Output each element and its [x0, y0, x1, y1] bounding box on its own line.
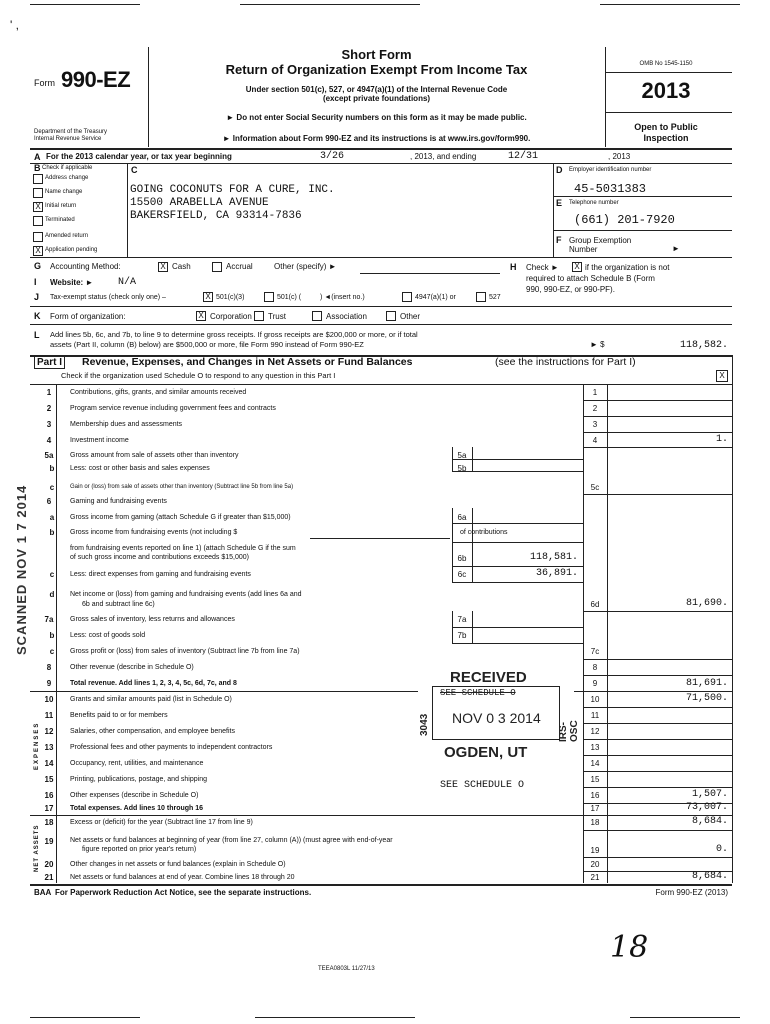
label-address-change: Address change: [45, 175, 89, 181]
agency-sub: Internal Revenue Service: [34, 136, 102, 142]
line-4-num: 4: [46, 436, 52, 445]
group-exemption-1: Group Exemption: [569, 236, 632, 245]
row-rule-2: [583, 416, 732, 417]
stamp-right-code: IRS-OSC: [558, 720, 580, 742]
line-16-value: 1,507.: [691, 789, 728, 800]
line-19-text-1: Net assets or fund balances at beginning of year (from line 27, column (A)) (must agree with end-of-year: [70, 837, 393, 844]
line-9-num: 9: [46, 679, 52, 688]
row-rule-14: [583, 771, 732, 772]
section-b-label: B: [34, 163, 41, 173]
line-15-num: 15: [44, 775, 54, 784]
line-12-box: 12: [590, 727, 600, 736]
line-4-text: Investment income: [70, 437, 129, 444]
line-11-box: 11: [590, 711, 600, 720]
line-6d-value: 81,690.: [685, 598, 728, 609]
line-5b-text: Less: cost or other basis and sales expenses: [70, 465, 210, 472]
row-rule-11: [583, 723, 732, 724]
row-rule-15: [583, 787, 732, 788]
title-subsection: Under section 501(c), 527, or 4947(a)(1) of the Internal Revenue Code: [245, 85, 508, 94]
section-e-label: E: [556, 198, 563, 208]
label-association: Association: [326, 312, 367, 321]
checkbox-schedule-b[interactable]: X: [572, 262, 582, 272]
footer-notice: For Paperwork Reduction Act Notice, see the separate instructions.: [55, 888, 312, 897]
top-rule-left: [30, 4, 140, 5]
line-16-note: SEE SCHEDULE O: [440, 780, 525, 791]
line-6b-text-3: of such gross income and contributions exceeds $15,000): [70, 554, 249, 561]
line-13-num: 13: [44, 743, 54, 752]
org-name: GOING COCONUTS FOR A CURE, INC.: [130, 184, 335, 196]
label-insert-no: ) ◄(insert no.): [320, 294, 365, 301]
org-address: 15500 ARABELLA AVENUE: [130, 197, 269, 209]
line-1-box: 1: [592, 388, 598, 397]
section-b-divider: [127, 163, 128, 257]
section-j-label: J: [34, 292, 40, 302]
group-exemption-arrow: ►: [672, 244, 680, 253]
line-14-num: 14: [44, 759, 54, 768]
year-rule: [605, 112, 732, 113]
line-19-num: 19: [44, 837, 54, 846]
section-a-label: A: [34, 152, 41, 162]
label-corporation: Corporation: [210, 312, 252, 321]
line-16-num: 16: [44, 791, 54, 800]
line-18-value: 8,684.: [691, 816, 728, 827]
line-7a-text: Gross sales of inventory, less returns and allowances: [70, 616, 235, 623]
checkbox-association[interactable]: [312, 311, 322, 321]
label-527: 527: [489, 294, 501, 301]
label-application-pending: Application pending: [45, 247, 98, 253]
section-f-label: F: [556, 235, 562, 245]
line-6c-value: 36,891.: [535, 568, 578, 579]
side-label-scanned: SCANNED NOV 1 7 2014: [14, 484, 29, 655]
checkbox-trust[interactable]: [254, 311, 264, 321]
label-cash: Cash: [172, 262, 191, 271]
top-rule-center: [240, 4, 420, 5]
row-rule-10: [583, 707, 732, 708]
section-h-text3: required to attach Schedule B (Form: [526, 274, 655, 283]
line-9-text: Total revenue. Add lines 1, 2, 3, 4, 5c, 6d, 7c, and 8: [70, 680, 237, 687]
line-6b-blank: [310, 538, 450, 539]
label-trust: Trust: [268, 312, 286, 321]
line-1-text: Contributions, gifts, grants, and similar amounts received: [70, 389, 247, 396]
checkbox-address-change[interactable]: [33, 174, 43, 184]
footer-form-ref: Form 990-EZ (2013): [655, 888, 728, 897]
section-g-label: G: [34, 261, 42, 271]
checkbox-cash[interactable]: X: [158, 262, 168, 272]
section-c-divider: [553, 163, 554, 257]
row-rule-13: [583, 755, 732, 756]
checkbox-terminated[interactable]: [33, 216, 43, 226]
line-5c-num: c: [49, 483, 55, 492]
line-11-num: 11: [44, 711, 54, 720]
line-8-text: Other revenue (describe in Schedule O): [70, 664, 194, 671]
section-h-check: Check ►: [526, 263, 559, 272]
checkbox-other-org[interactable]: [386, 311, 396, 321]
form-word: Form: [34, 78, 55, 88]
line-6c-num: c: [49, 570, 55, 579]
line-7a-num: 7a: [44, 615, 54, 624]
checkbox-corporation[interactable]: X: [196, 311, 206, 321]
tax-year: 2013: [641, 78, 691, 103]
line-17-num: 17: [44, 804, 54, 813]
header-bottom-rule: [30, 148, 732, 150]
form-number: 990-EZ: [61, 67, 131, 92]
line-15-box: 15: [590, 775, 600, 784]
line-14-text: Occupancy, rent, utilities, and maintenance: [70, 760, 204, 767]
checkbox-501c[interactable]: [264, 292, 274, 302]
checkbox-application-pending[interactable]: X: [33, 246, 43, 256]
label-other-method: Other (specify) ►: [274, 262, 337, 271]
line-7b-text: Less: cost of goods sold: [70, 632, 146, 639]
omb-rule: [605, 72, 732, 73]
row-rule-19: [583, 857, 732, 858]
line-14-box: 14: [590, 759, 600, 768]
line-3-text: Membership dues and assessments: [70, 421, 183, 428]
line-7c-text: Gross profit or (loss) from sales of inventory (Subtract line 7b from line 7a): [70, 648, 300, 655]
gross-receipts-value: 118,582.: [679, 340, 728, 351]
line-17-text: Total expenses. Add lines 10 through 16: [70, 805, 204, 812]
line-5a-box: 5a: [457, 451, 467, 460]
line-3-box: 3: [592, 420, 598, 429]
row-rule-1: [583, 400, 732, 401]
section-l-line2: assets (Part II, column (B) below) are $500,000 or more, file Form 990 instead of Form 990-EZ: [50, 340, 364, 349]
tax-exempt-label: Tax-exempt status (check only one) –: [50, 294, 166, 301]
other-method-line: [360, 273, 500, 274]
tax-year-end: 12/31: [508, 151, 539, 162]
line-8-box: 8: [592, 663, 598, 672]
side-label-expenses: EXPENSES: [34, 721, 40, 770]
line-9-box: 9: [592, 679, 598, 688]
part1-bottom-rule: [30, 884, 732, 886]
line-17-box: 17: [590, 804, 600, 813]
part1-title: Revenue, Expenses, and Changes in Net Assets or Fund Balances: [82, 356, 413, 368]
section-c-label: C: [131, 165, 138, 175]
line-17-value: 73,007.: [685, 802, 728, 813]
line-6d-text-1: Net income or (loss) from gaming and fundraising events (add lines 6a and: [70, 591, 302, 598]
line-20-text: Other changes in net assets or fund balances (explain in Schedule O): [70, 861, 286, 868]
line-20-box: 20: [590, 860, 600, 869]
line-18-num: 18: [44, 818, 54, 827]
line-19-box: 19: [590, 846, 600, 855]
line-13-box: 13: [590, 743, 600, 752]
line-5b-box: 5b: [457, 464, 467, 473]
line-6b-contrib: of contributions: [460, 529, 508, 536]
line-6a-text: Gross income from gaming (attach Schedule G if greater than $15,000): [70, 514, 291, 521]
line-6b-num: b: [49, 528, 55, 537]
line-6-num: 6: [46, 497, 52, 506]
tax-year-begin: 3/26: [320, 151, 345, 162]
line-2-box: 2: [592, 404, 598, 413]
row-rule-6d: [583, 611, 732, 612]
section-d-title: Employer identification number: [569, 167, 652, 173]
checkbox-accrual[interactable]: [212, 262, 222, 272]
footer-code: TEEA0803L 11/27/13: [318, 966, 375, 972]
section-l-label: L: [34, 330, 40, 340]
section-k-label: K: [34, 311, 41, 321]
top-rule-right: [600, 4, 740, 5]
row-rule-3: [583, 432, 732, 433]
stamp-left-code: 3043: [419, 713, 430, 736]
section-e-rule: [553, 230, 732, 231]
stamp-city: OGDEN, UT: [444, 744, 528, 761]
line-10-num: 10: [44, 695, 54, 704]
received-stamp: [418, 668, 580, 770]
section-b-check-label: Check if applicable: [42, 165, 93, 171]
section-a-rule: [30, 163, 732, 164]
row-rule-9: [30, 691, 732, 692]
line-3-num: 3: [46, 420, 52, 429]
row-rule-12: [583, 739, 732, 740]
label-4947: 4947(a)(1) or: [415, 294, 456, 301]
line-10-text: Grants and similar amounts paid (list in Schedule O): [70, 696, 232, 703]
part1-title-tail: (see the instructions for Part I): [495, 356, 636, 368]
line-2-text: Program service revenue including government fees and contracts: [70, 405, 276, 412]
line-13-text: Professional fees and other payments to independent contractors: [70, 744, 273, 751]
line-8-num: 8: [46, 663, 52, 672]
line-5a-text: Gross amount from sale of assets other than inventory: [70, 452, 239, 459]
label-terminated: Terminated: [45, 217, 75, 223]
checkbox-501c3[interactable]: X: [203, 292, 213, 302]
checkbox-4947[interactable]: [402, 292, 412, 302]
part1-label: Part I: [34, 356, 65, 369]
ein-value: 45-5031383: [574, 182, 647, 196]
line-2-num: 2: [46, 404, 52, 413]
line-5a-num: 5a: [44, 451, 54, 460]
line-16-box: 16: [590, 791, 600, 800]
section-h-text2: if the organization is not: [585, 263, 670, 272]
form-of-org-label: Form of organization:: [50, 312, 126, 321]
line-5b-num: b: [49, 464, 55, 473]
bottom-rule-center: [255, 1017, 415, 1018]
row-rule-6a: [452, 523, 583, 524]
line-6a-box: 6a: [457, 513, 467, 522]
section-a-mid: , 2013, and ending: [410, 152, 477, 161]
ssn-warning: ► Do not enter Social Security numbers on this form as it may be made public.: [226, 113, 527, 122]
line-5c-box: 5c: [590, 483, 600, 492]
section-l-arrow: ► $: [590, 340, 605, 349]
line-20-num: 20: [44, 860, 54, 869]
col-line-page-right: [732, 355, 733, 883]
line-6-text: Gaming and fundraising events: [70, 498, 167, 505]
group-exemption-2: Number: [569, 245, 598, 254]
section-e-title: Telephone number: [569, 200, 619, 206]
part1-check-text: Check if the organization used Schedule O to respond to any question in this Part I: [61, 371, 336, 380]
row-rule-18: [583, 830, 732, 831]
line-18-text: Excess or (deficit) for the year (Subtract line 17 from line 9): [70, 819, 253, 826]
website-value: N/A: [118, 277, 137, 288]
col-line-box-right: [607, 384, 608, 883]
line-6b-box: 6b: [457, 554, 467, 563]
title-short-form: Short Form: [341, 47, 412, 62]
section-k-rule: [30, 324, 732, 325]
bottom-rule-left: [30, 1017, 140, 1018]
row-rule-6c: [452, 582, 583, 583]
line-10-value: 71,500.: [685, 693, 728, 704]
line-1-num: 1: [46, 388, 52, 397]
line-7a-box: 7a: [457, 615, 467, 624]
checkbox-amended-return[interactable]: [33, 232, 43, 242]
top-marks: ' ,: [10, 18, 19, 32]
checkbox-initial-return[interactable]: X: [33, 202, 43, 212]
line-11-text: Benefits paid to or for members: [70, 712, 168, 719]
label-name-change: Name change: [45, 189, 83, 195]
section-l-line1: Add lines 5b, 6c, and 7b, to line 9 to determine gross receipts. If gross receipts are $200,000 or more, or if total: [50, 330, 418, 339]
label-accrual: Accrual: [226, 262, 253, 271]
open-public: Open to Public: [634, 122, 698, 132]
row-rule-5a: [452, 459, 583, 460]
label-amended-return: Amended return: [45, 233, 89, 239]
line-15-text: Printing, publications, postage, and shipping: [70, 776, 207, 783]
checkbox-part1-schedule-o[interactable]: X: [716, 370, 728, 382]
row-rule-7c: [583, 659, 732, 660]
checkbox-name-change[interactable]: [33, 188, 43, 198]
section-a-text: For the 2013 calendar year, or tax year beginning: [46, 152, 232, 161]
row-rule-8: [583, 675, 732, 676]
line-21-text: Net assets or fund balances at end of year. Combine lines 18 through 20: [70, 874, 295, 881]
section-h-label: H: [510, 262, 517, 272]
omb-number: OMB No 1545-1150: [639, 61, 693, 67]
section-bcf-bottom-rule: [30, 257, 732, 258]
line-6b-value: 118,581.: [529, 552, 578, 563]
row-rule-5c: [583, 494, 732, 495]
line-6c-box: 6c: [457, 570, 467, 579]
stamp-date: NOV 0 3 2014: [452, 710, 541, 726]
org-city: BAKERSFIELD, CA 93314-7836: [130, 210, 302, 222]
line-21-value: 8,684.: [691, 871, 728, 882]
line-12-num: 12: [44, 727, 54, 736]
line-7c-box: 7c: [590, 647, 600, 656]
section-j-rule: [30, 306, 732, 307]
row-rule-6b: [452, 566, 583, 567]
website-label: Website: ►: [50, 278, 94, 287]
row-rule-5b: [452, 471, 583, 472]
line-4-value: 1.: [715, 434, 728, 445]
title-main: Return of Organization Exempt From Income Tax: [225, 62, 528, 77]
stamp-see-schedule: SEE SCHEDULE O: [440, 688, 516, 698]
line-12-text: Salaries, other compensation, and employee benefits: [70, 728, 235, 735]
info-link: ► Information about Form 990-EZ and its instructions is at www.irs.gov/form990.: [222, 134, 531, 143]
line-7b-box: 7b: [457, 631, 467, 640]
open-inspection: Inspection: [643, 133, 689, 143]
section-h-text4: 990, 990-EZ, or 990-PF).: [526, 285, 615, 294]
stamp-received: RECEIVED: [450, 669, 527, 686]
line-19-text-2: figure reported on prior year's return): [82, 846, 197, 853]
line-9-value: 81,691.: [685, 678, 728, 689]
line-18-box: 18: [590, 818, 600, 827]
handwritten-page-number: 18: [610, 930, 649, 965]
label-other-org: Other: [400, 312, 421, 321]
line-19-value: 0.: [715, 844, 728, 855]
row-rule-7b: [452, 643, 583, 644]
part1-check-rule: [30, 384, 732, 385]
line-5c-text: Gain or (loss) from sale of assets other than inventory (Subtract line 5b from line 5a): [70, 484, 294, 490]
line-10-box: 10: [590, 695, 600, 704]
row-rule-7a: [452, 627, 583, 628]
line-6b-text-2: from fundraising events reported on line 1) (attach Schedule G if the sum: [70, 545, 296, 552]
section-d-label: D: [556, 165, 563, 175]
line-6d-num: d: [49, 590, 55, 599]
line-21-box: 21: [590, 873, 600, 882]
side-label-net-assets: NET ASSETS: [34, 824, 40, 872]
line-7b-num: b: [49, 631, 55, 640]
line-6d-text-2: 6b and subtract line 6c): [82, 601, 155, 608]
checkbox-527[interactable]: [476, 292, 486, 302]
row-rule-4: [583, 447, 732, 448]
line-6b-text-1: Gross income from fundraising events (not including $: [70, 529, 238, 536]
row-rule-6b-top: [452, 542, 583, 543]
line-7c-num: c: [49, 647, 55, 656]
line-21-num: 21: [44, 873, 54, 882]
label-initial-return: Initial return: [45, 203, 77, 209]
section-i-label: I: [34, 277, 37, 287]
line-6c-text: Less: direct expenses from gaming and fundraising events: [70, 571, 251, 578]
line-6a-num: a: [49, 513, 55, 522]
section-a-tail: , 2013: [608, 152, 631, 161]
line-6d-box: 6d: [590, 600, 600, 609]
line-16-text: Other expenses (describe in Schedule O): [70, 792, 199, 799]
bottom-rule-right: [630, 1017, 740, 1018]
agency: Department of the Treasury: [34, 129, 108, 135]
title-subsection-2: (except private foundations): [322, 94, 431, 103]
line-4-box: 4: [592, 436, 598, 445]
section-d-rule: [553, 196, 732, 197]
label-501c: 501(c) (: [277, 294, 302, 301]
label-501c3: 501(c)(3): [216, 294, 245, 301]
phone-value: (661) 201-7920: [574, 213, 675, 227]
accounting-method-label: Accounting Method:: [50, 262, 121, 271]
footer-baa: BAA: [34, 888, 52, 897]
